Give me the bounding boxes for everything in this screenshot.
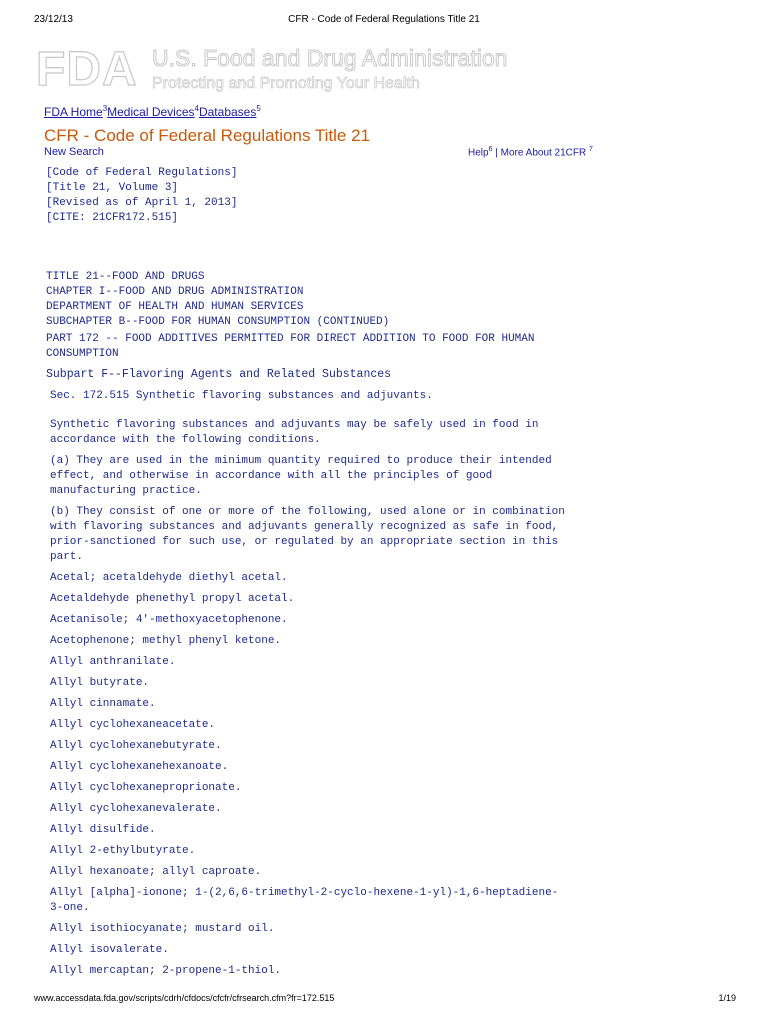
footnote-ref: 5 [256,104,261,113]
page-number: 1/19 [718,993,736,1003]
list-item: Allyl cyclohexaneproprionate. [50,782,242,794]
citation-block [46,166,237,226]
list-item: Allyl [alpha]-ionone; 1-(2,6,6-trimethyl-2-cyclo-hexene-1-yl)-1,6-heptadiene-3-one. [50,887,559,914]
list-item: Allyl cyclohexanebutyrate. [50,740,222,752]
part-heading: PART 172 -- FOOD ADDITIVES PERMITTED FOR DIRECT ADDITION TO FOOD FOR HUMAN CONSUMPTION [46,333,535,360]
list-item: Acetaldehyde phenethyl propyl acetal. [50,593,295,605]
citation-line: [Title 21, Volume 3] [46,182,179,194]
more-about-21cfr-link[interactable]: More About 21CFR [500,147,587,159]
breadcrumb-databases[interactable]: Databases [198,105,257,119]
list-item: Allyl cyclohexaneacetate. [50,719,216,731]
list-item: Allyl anthranilate. [50,656,176,668]
citation-line: [Revised as of April 1, 2013] [46,197,238,209]
list-item: Allyl disulfide. [50,824,156,836]
help-links [468,146,593,158]
chapter-heading: CHAPTER I--FOOD AND DRUG ADMINISTRATION [46,286,304,298]
breadcrumb-medical-devices[interactable]: Medical Devices [107,105,195,119]
department-heading: DEPARTMENT OF HEALTH AND HUMAN SERVICES [46,301,304,313]
print-date: 23/12/13 [34,14,73,25]
agency-name: U.S. Food and Drug Administration [152,45,508,71]
footnote-ref: 4 [194,104,199,113]
footnote-ref: 3 [102,104,108,113]
subpart-heading: Subpart F--Flavoring Agents and Related Substances [46,368,392,381]
agency-tagline: Protecting and Promoting Your Health [152,75,420,92]
help-link[interactable]: Help [468,147,489,159]
list-item: Allyl hexanoate; allyl caproate. [50,866,262,878]
footnote-ref: 7 [589,146,593,153]
regulation-hierarchy [46,270,389,330]
list-item: Allyl butyrate. [50,677,150,689]
paragraph-b: (b) They consist of one or more of the following, used alone or in combination with flavoring substances and adjuvants generally recognized as safe in food, prior-sanctioned for such use, or regulated by an appropriate section in this part. [50,506,565,563]
page-title: CFR - Code of Federal Regulations Title 21 [44,126,370,145]
citation-line: [Code of Federal Regulations] [46,167,238,179]
fda-banner[interactable] [36,44,516,100]
footnote-ref: 6 [488,146,493,153]
subchapter-heading: SUBCHAPTER B--FOOD FOR HUMAN CONSUMPTION (CONTINUED) [46,316,390,328]
list-item: Allyl 2-ethylbutyrate. [50,845,196,857]
page-url: www.accessdata.fda.gov/scripts/cdrh/cfdocs/cfcfr/cfrsearch.cfm?fr=172.515 [34,993,335,1003]
list-item: Allyl isovalerate. [50,944,169,956]
print-footer [0,993,768,1007]
link-separator: | [492,147,501,159]
list-item: Allyl cyclohexanehexanoate. [50,761,229,773]
breadcrumb [44,104,261,119]
list-item: Acetanisole; 4'-methoxyacetophenone. [50,614,288,626]
new-search-link[interactable]: New Search [44,146,104,158]
list-item: Allyl cinnamate. [50,698,156,710]
paragraph-a: (a) They are used in the minimum quantity required to produce their intended effect, and otherwise in accordance with all the principles of good manufacturing practice. [50,455,552,497]
print-page-title: CFR - Code of Federal Regulations Title 21 [288,14,480,25]
print-header [0,14,768,28]
list-item: Acetal; acetaldehyde diethyl acetal. [50,572,288,584]
list-item: Allyl isothiocyanate; mustard oil. [50,923,275,935]
substance-list [50,571,570,985]
intro-paragraph: Synthetic flavoring substances and adjuvants may be safely used in food in accordance with the following conditions. [50,419,539,446]
list-item: Allyl mercaptan; 2-propene-1-thiol. [50,965,282,977]
list-item: Acetophenone; methyl phenyl ketone. [50,635,282,647]
list-item: Allyl cyclohexanevalerate. [50,803,222,815]
section-heading: Sec. 172.515 Synthetic flavoring substances and adjuvants. [50,390,433,402]
breadcrumb-fda-home[interactable]: FDA Home [44,105,103,119]
fda-logo[interactable]: FDA [36,43,138,96]
citation-line: [CITE: 21CFR172.515] [46,212,179,224]
title-heading: TITLE 21--FOOD AND DRUGS [46,271,205,283]
